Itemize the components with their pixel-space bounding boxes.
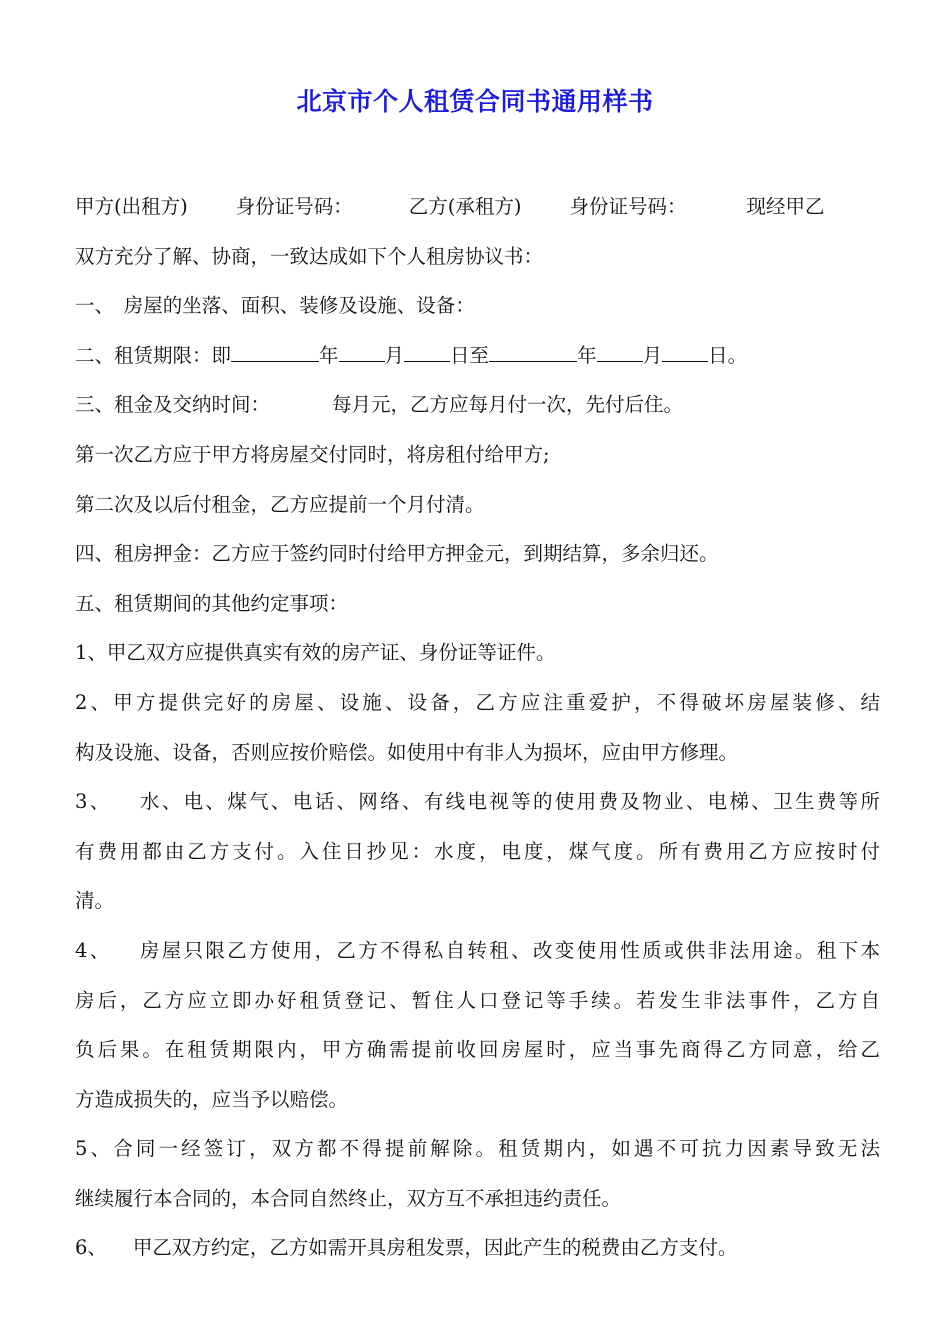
section-2-prefix: 二、租赁期限：即 — [75, 343, 232, 367]
lessee-label: 乙方(承租方) — [408, 195, 522, 218]
blank-start-month[interactable] — [339, 343, 385, 362]
lessee-id-label: 身份证号码： — [569, 195, 687, 218]
item-3-line-1 — [75, 777, 880, 827]
item-4-line-1 — [75, 926, 880, 976]
blank-end-month[interactable] — [597, 343, 643, 362]
item-3-line-2: 有费用都由乙方支付。入住日抄见：水度，电度，煤气度。所有费用乙方应按时付 — [75, 839, 880, 863]
item-4-line-4: 方造成损失的，应当予以赔偿。 — [75, 1087, 349, 1111]
item-3-line-3: 清。 — [75, 889, 115, 913]
item-4-line-3: 负后果。在租赁期限内，甲方确需提前收回房屋时，应当事先商得乙方同意，给乙 — [75, 1038, 880, 1062]
section-3 — [75, 380, 880, 430]
item-3-text: 水、电、煤气、电话、网络、有线电视等的使用费及物业、电梯、卫生费等所 — [137, 790, 880, 814]
blank-start-year[interactable] — [231, 343, 319, 362]
item-2-line-2: 构及设施、设备，否则应按价赔偿。如使用中有非人为损坏，应由甲方修理。 — [75, 740, 739, 764]
second-payment: 第二次及以后付租金，乙方应提前一个月付清。 — [75, 492, 485, 516]
parties-line — [75, 182, 880, 232]
section-5: 五、租赁期间的其他约定事项： — [75, 591, 349, 615]
item-4-line-2: 房后，乙方应立即办好租赁登记、暂住人口登记等手续。若发生非法事件，乙方自 — [75, 988, 880, 1012]
item-6-number: 6、 — [75, 1236, 107, 1260]
document-title: 北京市个人租赁合同书通用样书 — [296, 87, 654, 116]
document-body — [75, 182, 880, 1273]
item-4-text: 房屋只限乙方使用，乙方不得私自转租、改变使用性质或供非法用途。租下本 — [137, 938, 880, 962]
unit-month-2: 月 — [642, 343, 663, 367]
item-2-line-1: 2、甲方提供完好的房屋、设施、设备，乙方应注重爱护，不得破坏房屋装修、结 — [75, 690, 880, 714]
section-1: 一、 房屋的坐落、面积、装修及设施、设备： — [75, 294, 475, 318]
section-2 — [75, 331, 880, 381]
unit-day-end: 日。 — [708, 343, 748, 367]
blank-end-day[interactable] — [662, 343, 708, 362]
section-3-text: 每月元，乙方应每月付一次，先付后住。 — [332, 393, 684, 417]
parties-tail: 现经甲乙 — [746, 195, 825, 218]
item-6 — [75, 1223, 880, 1273]
parties-line-2: 双方充分了解、协商，一致达成如下个人租房协议书： — [75, 244, 544, 268]
item-3-number: 3、 — [75, 790, 112, 814]
section-4: 四、租房押金：乙方应于签约同时付给甲方押金元，到期结算，多余归还。 — [75, 542, 719, 566]
unit-day-to: 日至 — [450, 343, 490, 367]
blank-end-year[interactable] — [489, 343, 577, 362]
unit-month-1: 月 — [384, 343, 405, 367]
lessor-id-label: 身份证号码： — [235, 195, 353, 218]
item-4-number: 4、 — [75, 938, 112, 962]
lessor-label: 甲方(出租方) — [75, 195, 188, 218]
unit-year-2: 年 — [577, 343, 597, 367]
unit-year-1: 年 — [319, 343, 339, 367]
blank-start-day[interactable] — [404, 343, 450, 362]
item-1: 1、甲乙双方应提供真实有效的房产证、身份证等证件。 — [75, 641, 556, 665]
item-5-line-1: 5、合同一经签订，双方都不得提前解除。租赁期内，如遇不可抗力因素导致无法 — [75, 1137, 880, 1161]
section-3-label: 三、租金及交纳时间： — [75, 393, 271, 417]
item-5-line-2: 继续履行本合同的，本合同自然终止，双方互不承担违约责任。 — [75, 1186, 622, 1210]
item-6-text: 甲乙双方约定，乙方如需开具房租发票，因此产生的税费由乙方支付。 — [132, 1236, 738, 1260]
first-payment: 第一次乙方应于甲方将房屋交付同时，将房租付给甲方; — [75, 442, 550, 466]
